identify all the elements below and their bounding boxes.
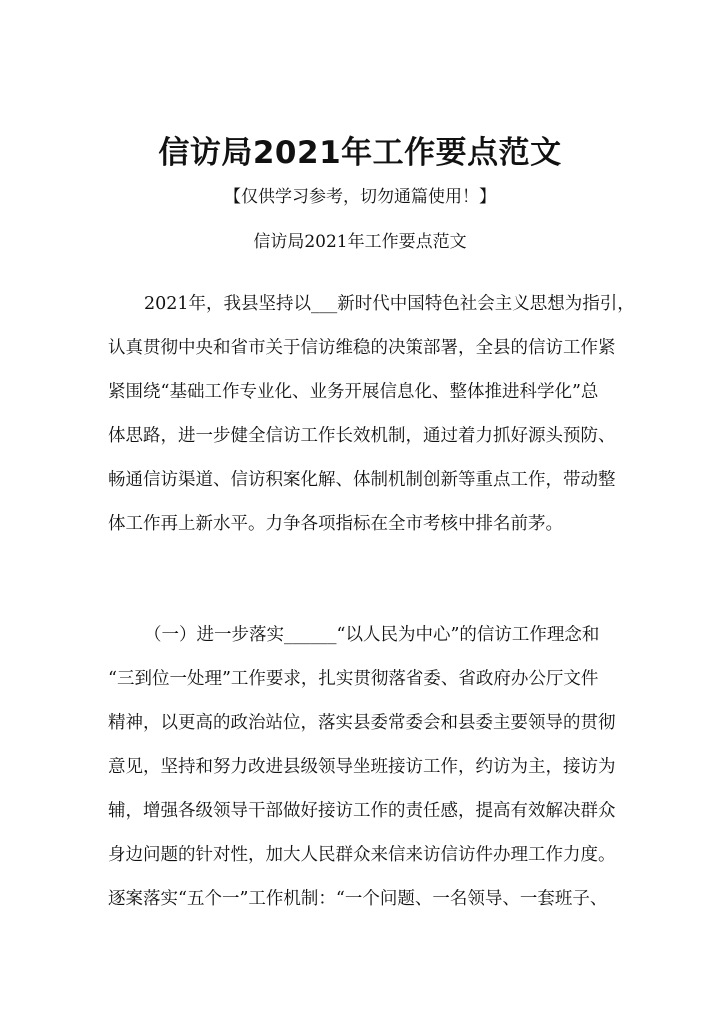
document-title: 信访局2021年工作要点范文 — [158, 135, 562, 171]
paragraph-section-1 — [108, 613, 638, 921]
paragraph-line: 逐案落实“五个一”工作机制：“一个问题、一名领导、一套班子、 — [108, 889, 608, 909]
paragraph-line: 紧围绕“基础工作专业化、业务开展信息化、整体推进科学化”总 — [108, 382, 599, 402]
paragraph-intro — [108, 282, 638, 546]
paragraph-line: 体工作再上新水平。力争各项指标在全市考核中排名前茅。 — [108, 514, 563, 534]
paragraph-line: （一）进一步落实______“以人民为中心”的信访工作理念和 — [144, 625, 600, 645]
paragraph-line: 意见，坚持和努力改进县级领导坐班接访工作，约访为主，接访为 — [108, 757, 616, 777]
paragraph-line: 畅通信访渠道、信访积案化解、体制机制创新等重点工作，带动整 — [108, 470, 616, 490]
paragraph-line: 精神，以更高的政治站位，落实县委常委会和县委主要领导的贯彻 — [108, 713, 616, 733]
paragraph-line: 身边问题的针对性，加大人民群众来信来访信访件办理工作力度。 — [108, 845, 616, 865]
paragraph-line: 体思路，进一步健全信访工作长效机制，通过着力抓好源头预防、 — [108, 426, 616, 446]
document-subtitle: 信访局2021年工作要点范文 — [253, 232, 467, 252]
paragraph-line: “三到位一处理”工作要求，扎实贯彻落省委、省政府办公厅文件 — [108, 669, 599, 689]
paragraph-line: 辅，增强各级领导干部做好接访工作的责任感，提高有效解决群众 — [108, 801, 616, 821]
paragraph-line: 2021年，我县坚持以___新时代中国特色社会主义思想为指引， — [144, 294, 635, 314]
usage-notice: 【仅供学习参考，切勿通篇使用！】 — [224, 187, 496, 207]
paragraph-line: 认真贯彻中央和省市关于信访维稳的决策部署，全县的信访工作紧 — [108, 338, 616, 358]
